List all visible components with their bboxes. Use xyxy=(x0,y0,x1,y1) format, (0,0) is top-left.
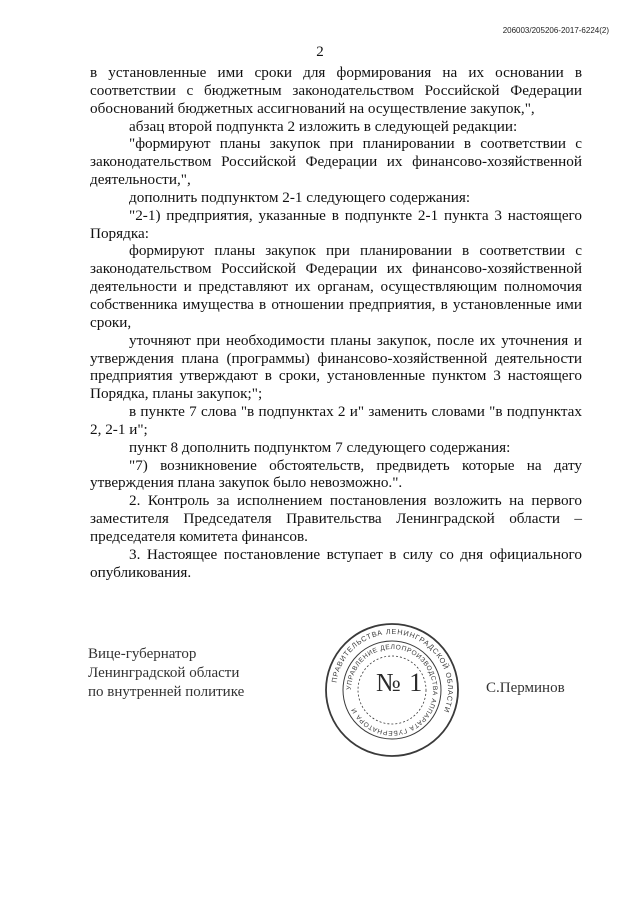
signer-position xyxy=(88,645,244,702)
paragraph: формируют планы закупок при планировании в соответствии с законодательством Российской Федерации их финансово-хозяйственной деятельности и представляют их органам, осуществляющим полномочия собственника имущества в отношении предприятия, в установленные ими сроки, xyxy=(90,242,582,331)
signer-name: С.Перминов xyxy=(486,680,565,696)
paragraph: "2-1) предприятия, указанные в подпункте 2-1 пункта 3 настоящего Порядка: xyxy=(90,206,582,242)
paragraph: пункт 8 дополнить подпунктом 7 следующего содержания: xyxy=(129,438,511,456)
paragraph: дополнить подпунктом 2-1 следующего содержания: xyxy=(129,188,471,206)
signer-position-line: Вице-губернатор xyxy=(88,646,197,662)
seal-number: № 1 xyxy=(376,668,424,697)
paragraph: "формируют планы закупок при планировании в соответствии с законодательством Российской Федерации их финансово-хозяйственной деятельности,", xyxy=(90,135,582,189)
document-body xyxy=(90,64,582,581)
paragraph: в пункте 7 слова "в подпунктах 2 и" заменить словами "в подпунктах 2, 2-1 и"; xyxy=(90,403,582,438)
paragraph: 3. Настоящее постановление вступает в силу со дня официального опубликования. xyxy=(90,545,582,581)
signer-position-line: Ленинградской области xyxy=(88,665,240,681)
paragraph: "7) возникновение обстоятельств, предвидеть которые на дату утверждения плана закупок было невозможно.". xyxy=(90,456,582,492)
paragraph: 2. Контроль за исполнением постановления возложить на первого заместителя Председателя Правительства Ленинградской области – председателя комитета финансов. xyxy=(90,492,582,545)
seal-outer-text: ПРАВИТЕЛЬСТВА ЛЕНИНГРАДСКОЙ ОБЛАСТИ xyxy=(329,626,456,715)
page-number: 2 xyxy=(316,44,324,60)
paragraph: абзац второй подпункта 2 изложить в следующей редакции: xyxy=(129,117,518,135)
seal-inner-text: УПРАВЛЕНИЕ ДЕЛОПРОИЗВОДСТВА АППАРАТА ГУБЕРНАТОРА И xyxy=(345,643,439,737)
document-code: 206003/205206-2017-6224(2) xyxy=(502,26,609,35)
signer-position-line: по внутренней политике xyxy=(88,684,245,700)
paragraph: уточняют при необходимости планы закупок, после их уточнения и утверждения плана (программы) финансово-хозяйственной деятельности предприятия утверждают в сроки, установленные пунктом 3 настоящего Порядка, планы закупок;"; xyxy=(90,331,582,403)
paragraph: в установленные ими сроки для формирования на их основании в соответствии с бюджетным законодательством Российской Федерации обоснований бюджетных ассигнований на осуществление закупок,", xyxy=(90,64,582,117)
